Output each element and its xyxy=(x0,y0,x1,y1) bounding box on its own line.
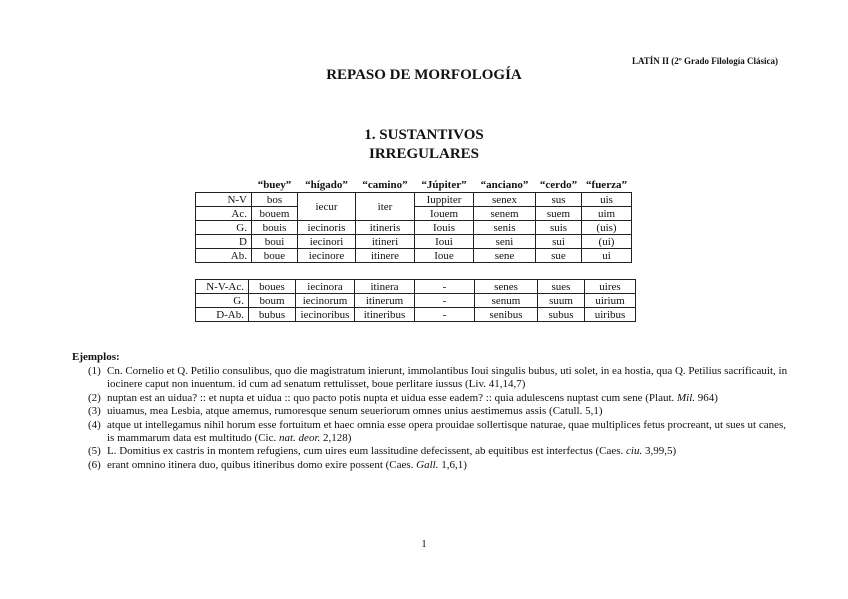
column-header: “fuerza” xyxy=(586,178,627,191)
page-number: 1 xyxy=(421,538,427,550)
example-text: L. Domitius ex castris in montem refugiens, cum uires eum lassitudine defecissent, ab equitibus est interfectus (Caes. xyxy=(107,445,627,458)
example-number: (6) xyxy=(88,458,101,471)
case-label: G. xyxy=(196,221,252,235)
section-heading-line2: IRREGULARES xyxy=(368,146,480,162)
table-cell: itinere xyxy=(356,249,415,263)
table-cell: itinerum xyxy=(355,294,415,308)
table-cell: senem xyxy=(474,207,536,221)
table-cell: senibus xyxy=(475,308,538,322)
table-row xyxy=(196,249,632,263)
table-cell: - xyxy=(415,294,475,308)
example-source-ref: 2,128) xyxy=(320,432,352,445)
table-row xyxy=(196,235,632,249)
example-number: (4) xyxy=(88,418,101,431)
table-cell: iecinoribus xyxy=(296,308,355,322)
case-label: Ab. xyxy=(196,249,252,263)
table-cell: uim xyxy=(582,207,632,221)
case-label: Ac. xyxy=(196,207,252,221)
table-row xyxy=(196,294,636,308)
table-cell: bos xyxy=(252,193,298,207)
table-cell: ui xyxy=(582,249,632,263)
table-cell: boue xyxy=(252,249,298,263)
corner-cell xyxy=(196,177,252,193)
case-label: D xyxy=(196,235,252,249)
table-cell: suum xyxy=(538,294,585,308)
table-cell: itineris xyxy=(356,221,415,235)
table-cell: senis xyxy=(474,221,536,235)
table-cell: uis xyxy=(582,193,632,207)
table-header-row xyxy=(196,177,632,193)
column-header: “camino” xyxy=(362,178,408,191)
example-text: uiuamus, mea Lesbia, atque amemus, rumoresque senum seueriorum omnes unius aestimemus assis (Catull. 5,1) xyxy=(107,405,603,418)
example-source-title: nat. deor. xyxy=(279,432,321,445)
table-cell: iecinora xyxy=(296,280,355,294)
table-cell: bubus xyxy=(249,308,296,322)
plural-declension-table xyxy=(195,279,636,322)
column-header: “cerdo” xyxy=(539,178,578,191)
case-label: D-Ab. xyxy=(196,308,249,322)
example-text: Cn. Cornelio et Q. Petilio consulibus, quo die magistratum inierunt, immolantibus Ioui singulis bubus, uti solet, in ea hostia, qua Q. Petilius sacrificauit, in iocinere caput non inuentum. id cum ad senatum rettulisset, boue perlitare iussus (Liv. 41,14,7) xyxy=(107,365,788,391)
table-cell: suem xyxy=(536,207,582,221)
example-source-ref: 964) xyxy=(695,391,718,404)
column-header: “Júpiter” xyxy=(421,178,467,191)
case-label: N-V xyxy=(196,193,252,207)
column-header: “hígado” xyxy=(305,178,348,191)
table-cell: uirium xyxy=(585,294,636,308)
table-cell: (uis) xyxy=(582,221,632,235)
table-cell: senum xyxy=(475,294,538,308)
example-source-title: ciu. xyxy=(626,445,643,458)
table-cell: senex xyxy=(474,193,536,207)
table-cell: - xyxy=(415,280,475,294)
table-cell: boum xyxy=(249,294,296,308)
course-header: LATÍN II (2º Grado Filología Clásica) xyxy=(631,56,778,66)
example-number: (5) xyxy=(88,445,101,458)
example-item xyxy=(88,392,788,405)
example-source-title: Mil. xyxy=(677,391,696,404)
table-cell: Ioue xyxy=(415,249,474,263)
table-cell: uires xyxy=(585,280,636,294)
table-cell: itinera xyxy=(355,280,415,294)
example-item xyxy=(88,365,788,392)
table-cell: sues xyxy=(538,280,585,294)
table-cell: uiribus xyxy=(585,308,636,322)
example-item xyxy=(88,405,788,418)
table-cell: sene xyxy=(474,249,536,263)
section-heading-line1: 1. SUSTANTIVOS xyxy=(364,127,484,143)
table-row xyxy=(196,221,632,235)
table-cell: Iouis xyxy=(415,221,474,235)
table-row xyxy=(196,280,636,294)
example-source-ref: 3,99,5) xyxy=(642,445,677,458)
table-cell: bouem xyxy=(252,207,298,221)
table-cell: itineribus xyxy=(355,308,415,322)
table-row xyxy=(196,193,632,207)
table-cell: iecinore xyxy=(298,249,356,263)
table-cell: sus xyxy=(536,193,582,207)
table-cell: iecur xyxy=(298,193,356,221)
table-cell: iecinorum xyxy=(296,294,355,308)
example-number: (2) xyxy=(88,391,101,404)
table-cell: boui xyxy=(252,235,298,249)
table-cell: bouis xyxy=(252,221,298,235)
table-cell: sui xyxy=(536,235,582,249)
table-cell: Ioui xyxy=(415,235,474,249)
example-text: atque ut intellegamus nihil horum esse fortuitum et haec omnia esse opera prouidae sollertisque naturae, quae multiplices fetus procreant, ut sues ut canes, is mammarum data est multitudo (Cic. xyxy=(107,418,787,445)
example-item xyxy=(88,445,788,458)
section-heading xyxy=(0,126,848,164)
table-cell: - xyxy=(415,308,475,322)
examples-heading: Ejemplos: xyxy=(72,351,120,363)
example-number: (3) xyxy=(88,405,101,418)
table-cell: itineri xyxy=(356,235,415,249)
table-cell: (ui) xyxy=(582,235,632,249)
example-item xyxy=(88,459,788,472)
table-cell: seni xyxy=(474,235,536,249)
case-label: N-V-Ac. xyxy=(196,280,249,294)
table-cell: Iouem xyxy=(415,207,474,221)
page-title: REPASO DE MORFOLOGÍA xyxy=(326,67,522,83)
example-text: nuptan est an uidua? :: et nupta et uidua :: quo pacto potis nupta et uidua esse eadem? :: quia adulescens nuptast cum sene (Plaut. xyxy=(107,391,678,404)
example-source-title: Gall. xyxy=(416,458,439,471)
examples-list xyxy=(88,365,788,472)
table-cell: iecinori xyxy=(298,235,356,249)
example-text: erant omnino itinera duo, quibus itineribus domo exire possent (Caes. xyxy=(107,458,417,471)
table-cell: suis xyxy=(536,221,582,235)
example-item xyxy=(88,419,788,446)
column-header: “anciano” xyxy=(480,178,529,191)
table-cell: Iuppiter xyxy=(415,193,474,207)
table-cell: subus xyxy=(538,308,585,322)
column-header: “buey” xyxy=(257,178,292,191)
case-label: G. xyxy=(196,294,249,308)
example-number: (1) xyxy=(88,365,101,377)
singular-declension-table xyxy=(195,177,632,263)
table-cell: iecinoris xyxy=(298,221,356,235)
table-cell: iter xyxy=(356,193,415,221)
table-cell: sue xyxy=(536,249,582,263)
table-cell: boues xyxy=(249,280,296,294)
table-cell: senes xyxy=(475,280,538,294)
example-source-ref: 1,6,1) xyxy=(438,458,467,471)
table-row xyxy=(196,308,636,322)
